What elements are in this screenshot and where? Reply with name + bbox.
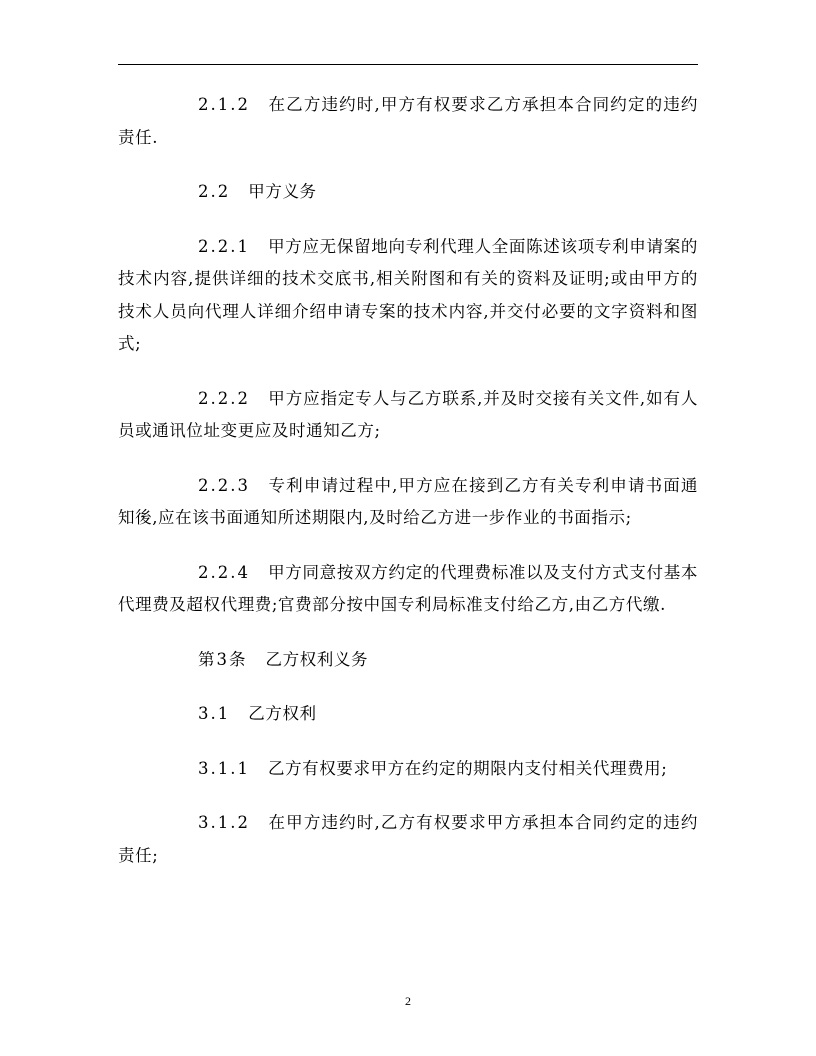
clause-number: 2.1.2 <box>198 95 250 114</box>
article-title: 乙方权利义务 <box>265 649 369 669</box>
clause-text: 甲方义务 <box>248 182 317 201</box>
paragraph-2-2-3 <box>118 470 698 535</box>
clause-number: 3.1.2 <box>198 813 250 832</box>
paragraph-3-1-2 <box>118 807 698 872</box>
paragraph-2-1-2 <box>118 89 698 154</box>
document-body <box>118 89 698 894</box>
clause-text: 在甲方违约时,乙方有权要求甲方承担本合同约定的违约责任; <box>118 813 698 865</box>
clause-text: 甲方应无保留地向专利代理人全面陈述该项专利申请案的技术内容,提供详细的技术交底书,相关附图和有关的资料及证明;或由甲方的技术人员向代理人详细介绍申请专案的技术内容,并交付必要的文字资料和图式; <box>118 236 698 353</box>
clause-text: 乙方有权要求甲方在约定的期限内支付相关代理费用; <box>267 758 668 778</box>
clause-number: 2.2.4 <box>198 562 250 582</box>
paragraph-2-2-4 <box>118 557 698 622</box>
clause-text: 在乙方违约时,甲方有权要求乙方承担本合同约定的违约责任. <box>118 95 698 147</box>
header-rule <box>118 64 698 65</box>
clause-number: 3.1 <box>198 704 231 723</box>
paragraph-3-1 <box>118 698 698 731</box>
clause-text: 甲方同意按双方约定的代理费标准以及支付方式支付基本代理费及超权代理费;官费部分按中国专利局标准支付给乙方,由乙方代缴. <box>118 562 698 614</box>
paragraph-2-2-1 <box>118 231 698 361</box>
clause-text: 乙方权利 <box>248 704 317 723</box>
article-number: 第3条 <box>198 649 248 669</box>
page-number: 2 <box>405 994 411 1008</box>
article-3-heading <box>118 644 698 677</box>
clause-text: 甲方应指定专人与乙方联系,并及时交接有关文件,如有人员或通讯位址变更应及时通知乙方; <box>118 388 698 440</box>
paragraph-2-2-2 <box>118 383 698 448</box>
clause-number: 2.2.1 <box>198 236 250 256</box>
paragraph-3-1-1 <box>118 753 698 786</box>
paragraph-2-2 <box>118 176 698 209</box>
clause-number: 3.1.1 <box>198 758 250 778</box>
clause-text: 专利申请过程中,甲方应在接到乙方有关专利申请书面通知後,应在该书面通知所述期限内,及时给乙方进一步作业的书面指示; <box>118 475 698 527</box>
clause-number: 2.2 <box>198 182 231 201</box>
clause-number: 2.2.3 <box>198 475 250 495</box>
clause-number: 2.2.2 <box>198 388 250 408</box>
